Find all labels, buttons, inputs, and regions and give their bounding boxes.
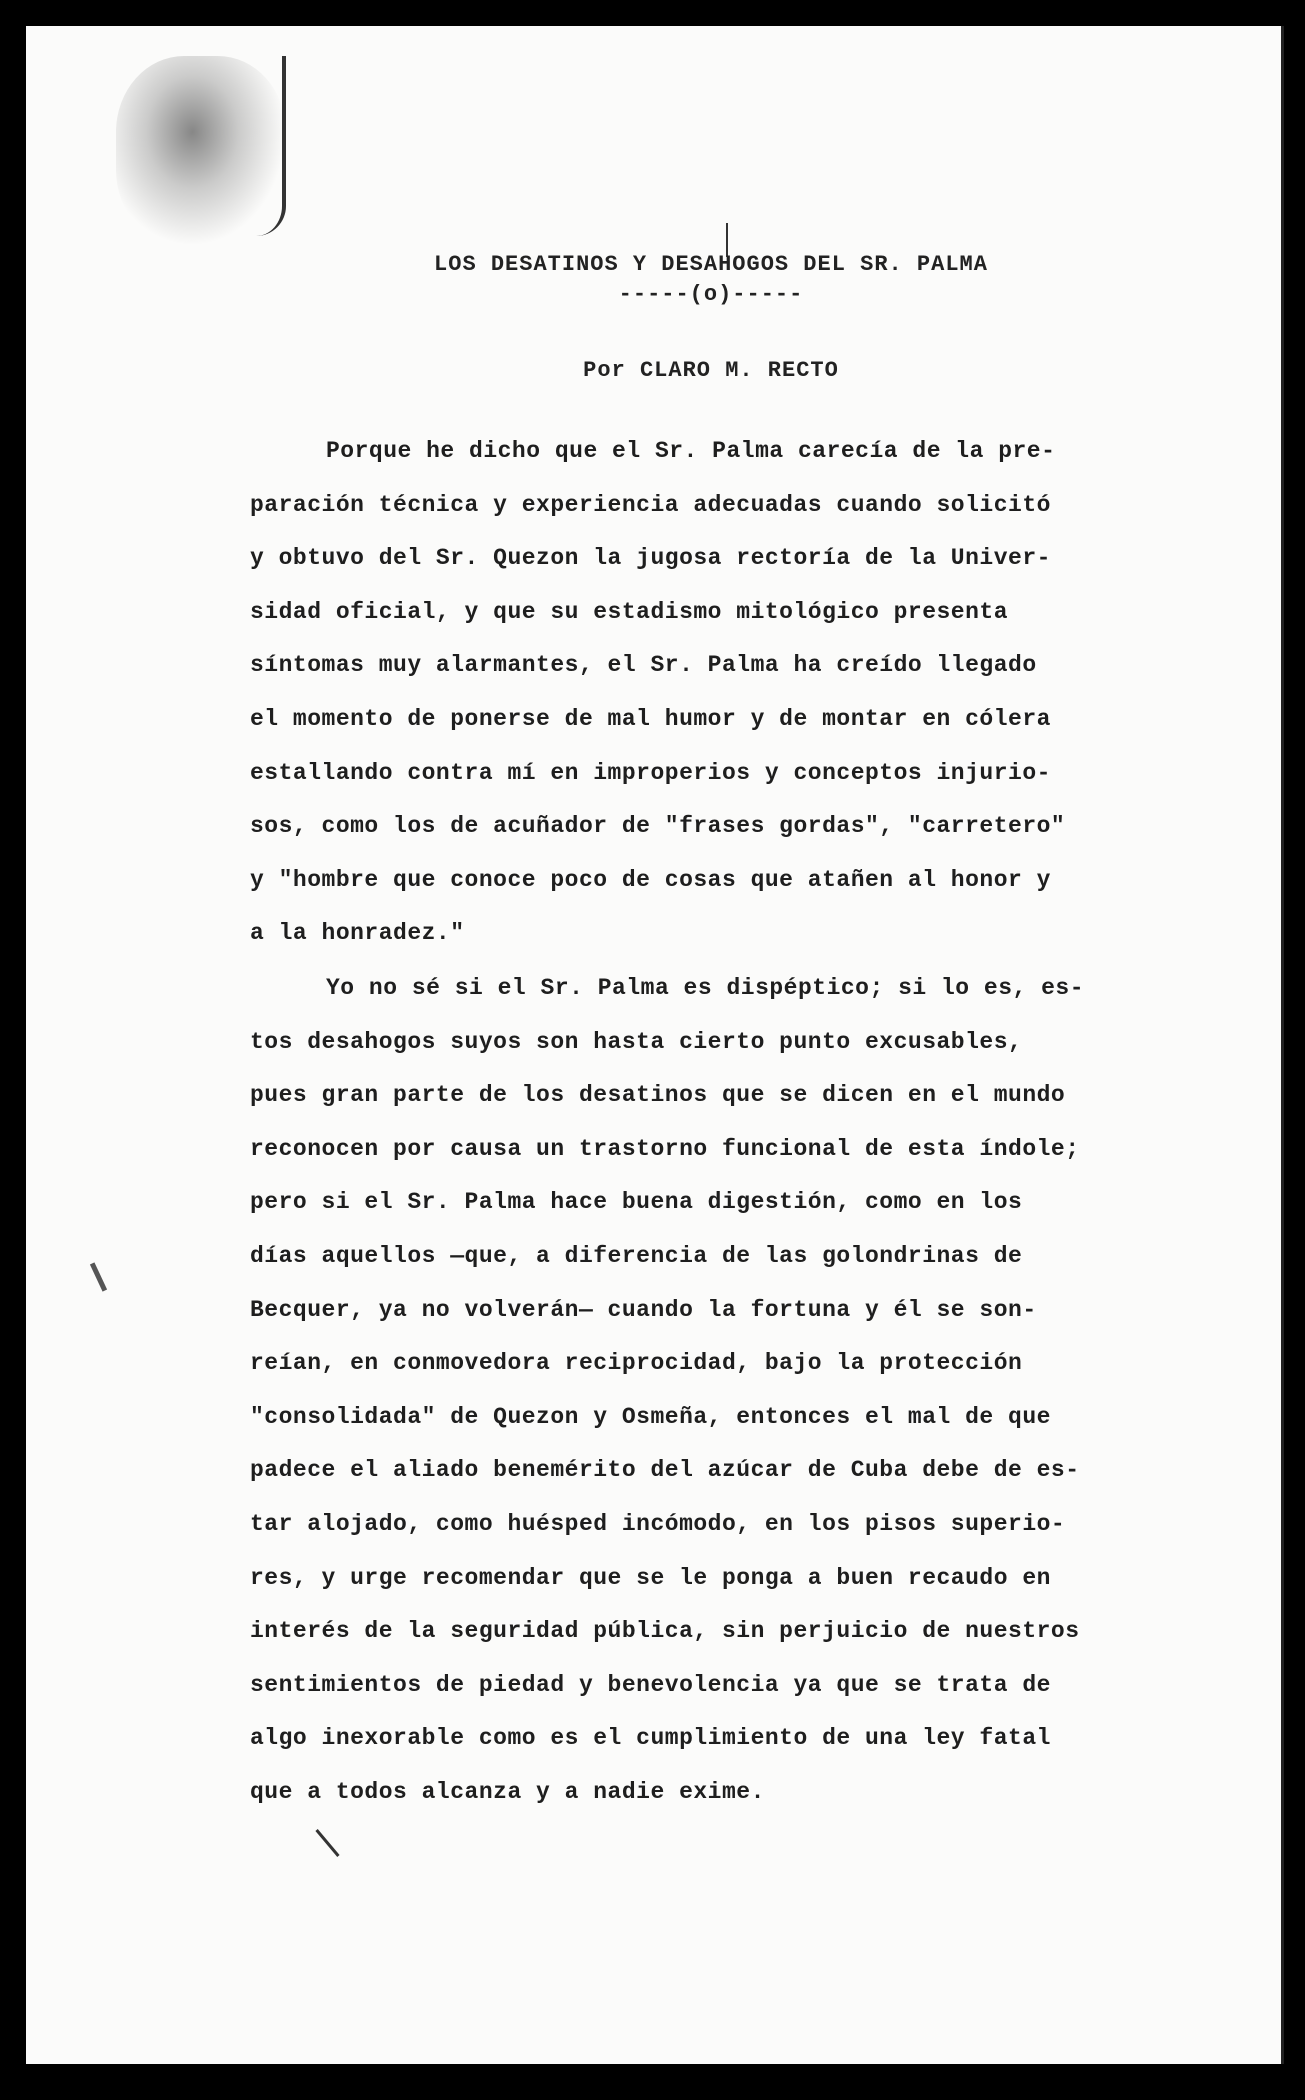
title-separator: -----(o)----- [618,282,804,307]
text-line: sentimientos de piedad y benevolencia ya que se trata de [250,1671,1051,1698]
text-line: estallando contra mí en improperios y conceptos injurio- [250,759,1051,786]
text-line: reían, en conmovedora reciprocidad, bajo la protección [250,1350,1023,1377]
text-line: días aquellos —que, a diferencia de las golondrinas de [250,1242,1023,1269]
text-line: a la honradez." [250,920,465,947]
text-line: y "hombre que conoce poco de cosas que atañen al honor y [250,866,1051,893]
text-line: síntomas muy alarmantes, el Sr. Palma ha creído llegado [250,652,1037,679]
text-line: tos desahogos suyos son hasta cierto punto excusables, [250,1028,1023,1055]
text-line: reconocen por causa un trastorno funcional de esta índole; [250,1135,1080,1162]
text-line: que a todos alcanza y a nadie exime. [250,1778,765,1805]
text-line: sos, como los de acuñador de "frases gordas", "carretero" [250,813,1066,840]
margin-mark [315,1829,339,1857]
author-byline: Por CLARO M. RECTO [583,358,839,383]
text-line: interés de la seguridad pública, sin perjuicio de nuestros [250,1618,1080,1645]
text-line: algo inexorable como es el cumplimiento de una ley fatal [250,1725,1051,1752]
text-line: "consolidada" de Quezon y Osmeña, entonces el mal de que [250,1403,1051,1430]
text-line: Becquer, ya no volverán— cuando la fortuna y él se son- [250,1296,1037,1323]
text-line: padece el aliado benemérito del azúcar de Cuba debe de es- [250,1457,1080,1484]
ink-stroke [256,56,286,236]
text-line: el momento de ponerse de mal humor y de montar en cólera [250,705,1051,732]
margin-mark [90,1262,107,1291]
text-line: y obtuvo del Sr. Quezon la jugosa rectoría de la Univer- [250,545,1051,572]
paragraph-2 [250,962,1160,1820]
text-line: tar alojado, como huésped incómodo, en los pisos superio- [250,1510,1066,1537]
document-title: LOS DESATINOS Y DESAHOGOS DEL SR. PALMA [434,252,988,277]
text-line: Porque he dicho que el Sr. Palma carecía de la pre- [326,438,1056,464]
text-line: pero si el Sr. Palma hace buena digestión, como en los [250,1189,1023,1216]
text-line: pues gran parte de los desatinos que se dicen en el mundo [250,1082,1066,1109]
paragraph-1 [250,425,1160,961]
text-line: res, y urge recomendar que se le ponga a buen recaudo en [250,1564,1051,1591]
text-line: sidad oficial, y que su estadismo mitológico presenta [250,598,1009,625]
text-line: Yo no sé si el Sr. Palma es dispéptico; si lo es, es- [326,975,1085,1001]
text-line: paración técnica y experiencia adecuadas cuando solicitó [250,491,1051,518]
